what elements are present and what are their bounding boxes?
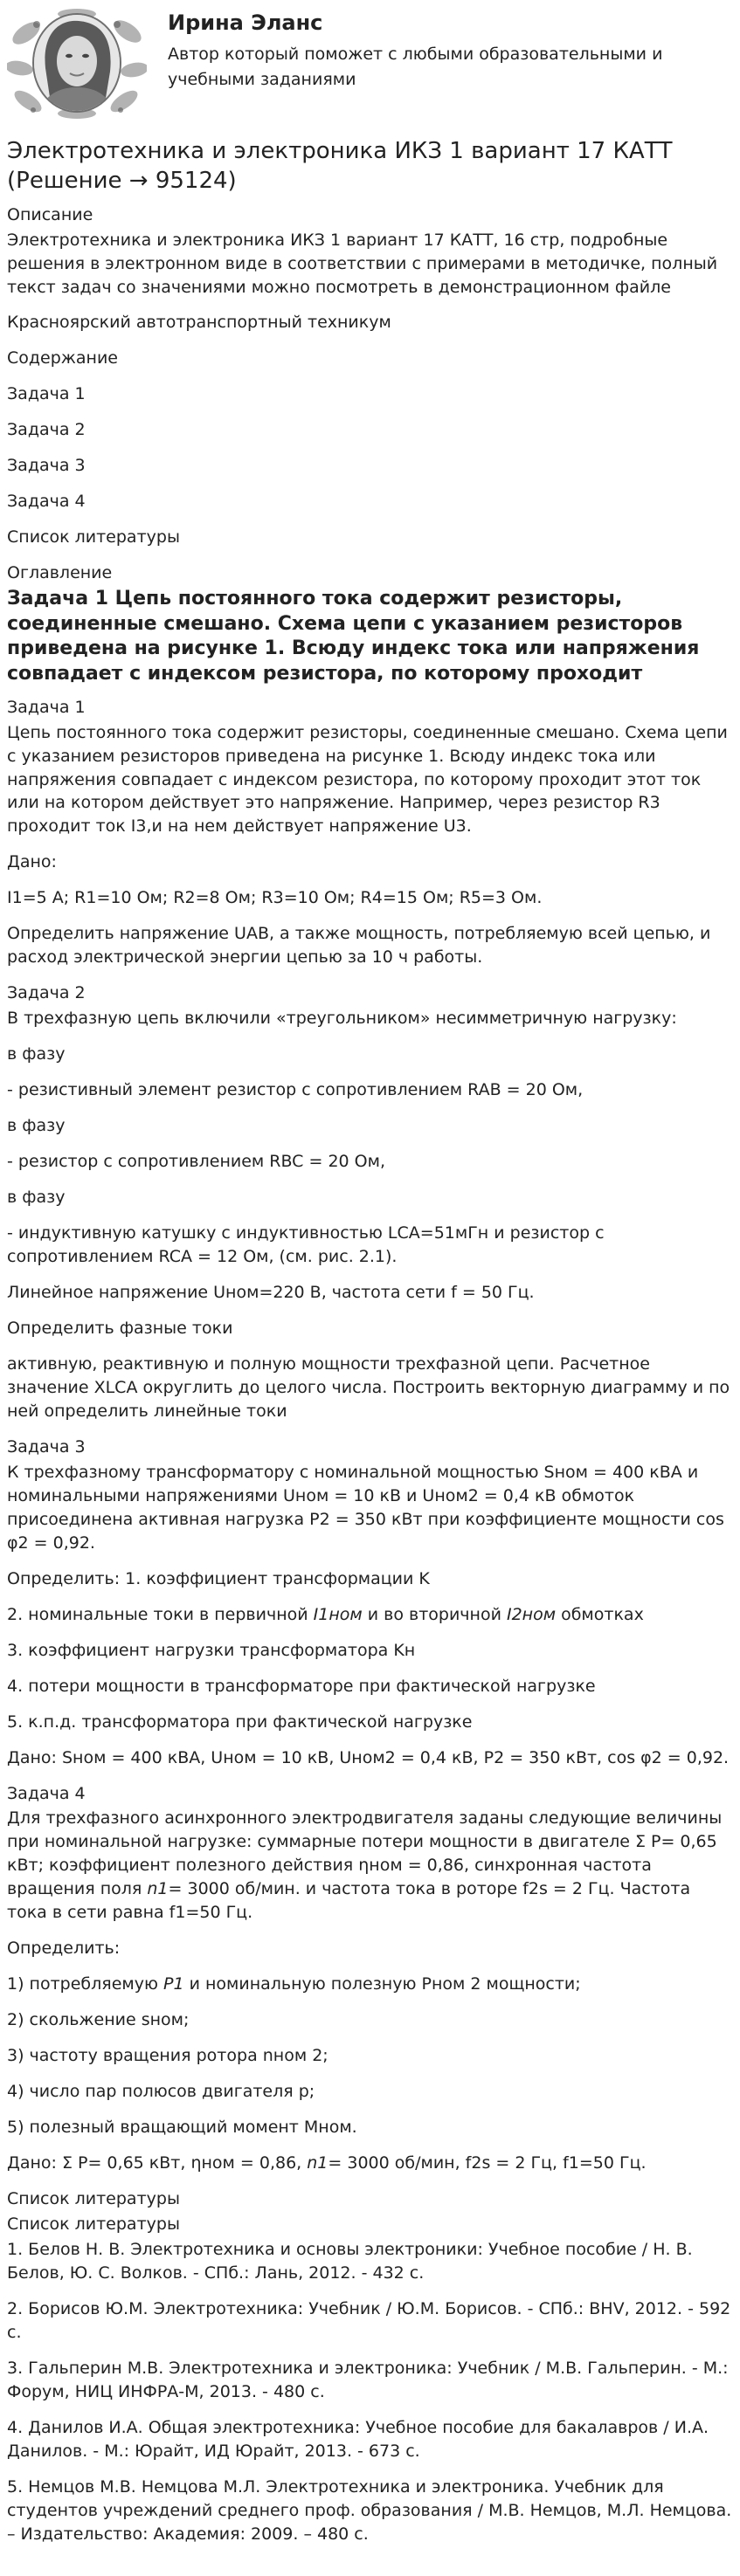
contents-item: Список литературы [7,527,180,548]
task3-label: Задача 3 [7,1436,86,1457]
references-label: Список литературы [7,2214,180,2235]
task3-find-2: 2. номинальные токи в первичной I1ном и во вторичной I2ном обмотках [7,1604,644,1624]
task1-given: I1=5 A; R1=10 Ом; R2=8 Ом; R3=10 Ом; R4=15 Ом; R5=3 Ом. [7,888,543,908]
task3-find-1: Определить: 1. коэффициент трансформации K [7,1568,430,1588]
task2-phase: - резистивный элемент резистор с сопротивлением RAB = 20 Ом, [7,1080,584,1100]
task4-find-4: 4) число пар полюсов двигателя p; [7,2082,315,2102]
task4-find-2: 2) скольжение sном; [7,2010,190,2030]
contents-label: Содержание [7,348,118,368]
task3-text: К трехфазному трансформатору с номинальной мощностью Sном = 400 кВА и номинальными напряжениями Uном = 10 кВ и Uном2 = 0,4 кВ обмоток присоединена активная нагрузка P2 = 350 кВт при коэффициенте мощности cos φ2 = 0,92. [7,1462,724,1553]
task1-text: Цепь постоянного тока содержит резисторы, соединенные смешано. Схема цепи с указанием резисторов приведена на рисунке 1. Всюду индекс тока или напряжения совпадает с индексом резистора, по которому проходит этот ток или на котором действует это напряжение. Например, через резистор R3 проходит ток I3,и на нем действует напряжение U3. [7,722,728,837]
task2-label: Задача 2 [7,983,86,1003]
description-text: Электротехника и электроника ИКЗ 1 вариант 17 КАТТ, 16 стр, подробные решения в электронном виде в соответствии с примерами в методичке, полный текст задач со значениями можно посмотреть в демонстрационном файле [7,230,718,297]
reference-item: 5. Немцов М.В. Немцова М.Л. Электротехника и электроника. Учебник для студентов учреждений среднего проф. образования / М.В. Немцов, М.Л. Немцова. – Издательство: Академия: 2009. – 480 с. [7,2476,732,2544]
task4-find-5: 5) полезный вращающий момент Mном. [7,2118,357,2138]
task2-phase-label: в фазу [7,1188,66,1208]
contents-item: Задача 1 [7,384,86,404]
task4-label: Задача 4 [7,1783,86,1803]
task2-voltage: Линейное напряжение Uном=220 В, частота сети f = 50 Гц. [7,1283,535,1302]
references-label: Список литературы [7,2189,180,2209]
contents-item: Задача 4 [7,492,86,512]
reference-item: 1. Белов Н. В. Электротехника и основы электроники: Учебное пособие / Н. В. Белов, Ю. С. Волков. - СПб.: Лань, 2012. - 432 с. [7,2240,693,2283]
page-title: Электротехника и электроника ИКЗ 1 вариант 17 КАТТ (Решение → 95124) [7,138,673,194]
author-description: Автор который поможет с любыми образовательными и учебными заданиями [168,45,663,89]
task4-find-label: Определить: [7,1939,121,1959]
toc-label: Оглавление [7,563,113,583]
task4-text: Для трехфазного асинхронного электродвигателя заданы следующие величины при номинальной нагрузке: суммарные потери мощности в двигателе Σ P= 0,65 кВт; коэффициент полезного действия ηном = 0,86, синхронная частота вращения поля n1= 3000 об/мин. и частота тока в роторе f2s = 2 Гц. Частота тока в сети равна f1=50 Гц. [7,1808,723,1923]
author-name[interactable]: Ирина Эланс [168,10,323,35]
author-info [168,7,733,92]
reference-item: 2. Борисов Ю.М. Электротехника: Учебник / Ю.М. Борисов. - СПб.: BHV, 2012. - 592 c. [7,2298,731,2342]
description-label: Описание [7,204,93,224]
author-header [7,7,733,125]
task4-find-3: 3) частоту вращения ротора nном 2; [7,2046,329,2066]
task3-find-4: 4. потери мощности в трансформаторе при фактической нагрузке [7,1676,596,1696]
avatar [7,7,147,119]
task2-phase: - резистор с сопротивлением RBC = 20 Ом, [7,1152,385,1172]
task1-given-label: Дано: [7,852,57,872]
institution: Красноярский автотранспортный техникум [7,313,391,333]
task4-find-1: 1) потребляемую P1 и номинальную полезную Pном 2 мощности; [7,1974,581,1994]
reference-item: 3. Гальперин М.В. Электротехника и электроника: Учебник / М.В. Гальперин. - М.: Форум, НИЦ ИНФРА-М, 2013. - 480 c. [7,2358,729,2401]
task2-intro: В трехфазную цепь включили «треугольником» несимметричную нагрузку: [7,1009,677,1029]
contents-item: Задача 3 [7,456,86,476]
task2-phase-label: в фазу [7,1116,66,1136]
task3-given: Дано: Sном = 400 кВА, Uном = 10 кВ, Uном2 = 0,4 кВ, P2 = 350 кВт, cos φ2 = 0,92. [7,1747,730,1767]
task2-find: активную, реактивную и полную мощности трехфазной цепи. Расчетное значение XLCA округлить до целого числа. Построить векторную диаграмму и по ней определить линейные токи [7,1353,730,1421]
contents-item: Задача 2 [7,420,86,440]
task2-find-label: Определить фазные токи [7,1318,233,1338]
task2-phase: - индуктивную катушку с индуктивностью LCA=51мГн и резистор с сопротивлением RCA = 12 Ом, (см. рис. 2.1). [7,1223,605,1267]
bold-heading: Задача 1 Цепь постоянного тока содержит резисторы, соединенные смешано. Схема цепи с указанием резисторов приведена на рисунке 1. Всюду индекс тока или напряжения совпадает с индексом резистора, по которому проходит [7,588,700,685]
task1-label: Задача 1 [7,697,86,717]
task3-find-5: 5. к.п.д. трансформатора при фактической нагрузке [7,1712,473,1732]
task2-phase-label: в фазу [7,1044,66,1064]
reference-item: 4. Данилов И.А. Общая электротехника: Учебное пособие для бакалавров / И.А. Данилов. - М.: Юрайт, ИД Юрайт, 2013. - 673 c. [7,2417,709,2461]
task4-given: Дано: Σ P= 0,65 кВт, ηном = 0,86, n1= 3000 об/мин, f2s = 2 Гц, f1=50 Гц. [7,2153,647,2173]
task3-find-3: 3. коэффициент нагрузки трансформатора Kн [7,1640,416,1660]
avatar-portrait-icon [7,7,147,119]
task1-find: Определить напряжение UAB, а также мощность, потребляемую всей цепью, и расход электрической энергии цепью за 10 ч работы. [7,924,711,968]
